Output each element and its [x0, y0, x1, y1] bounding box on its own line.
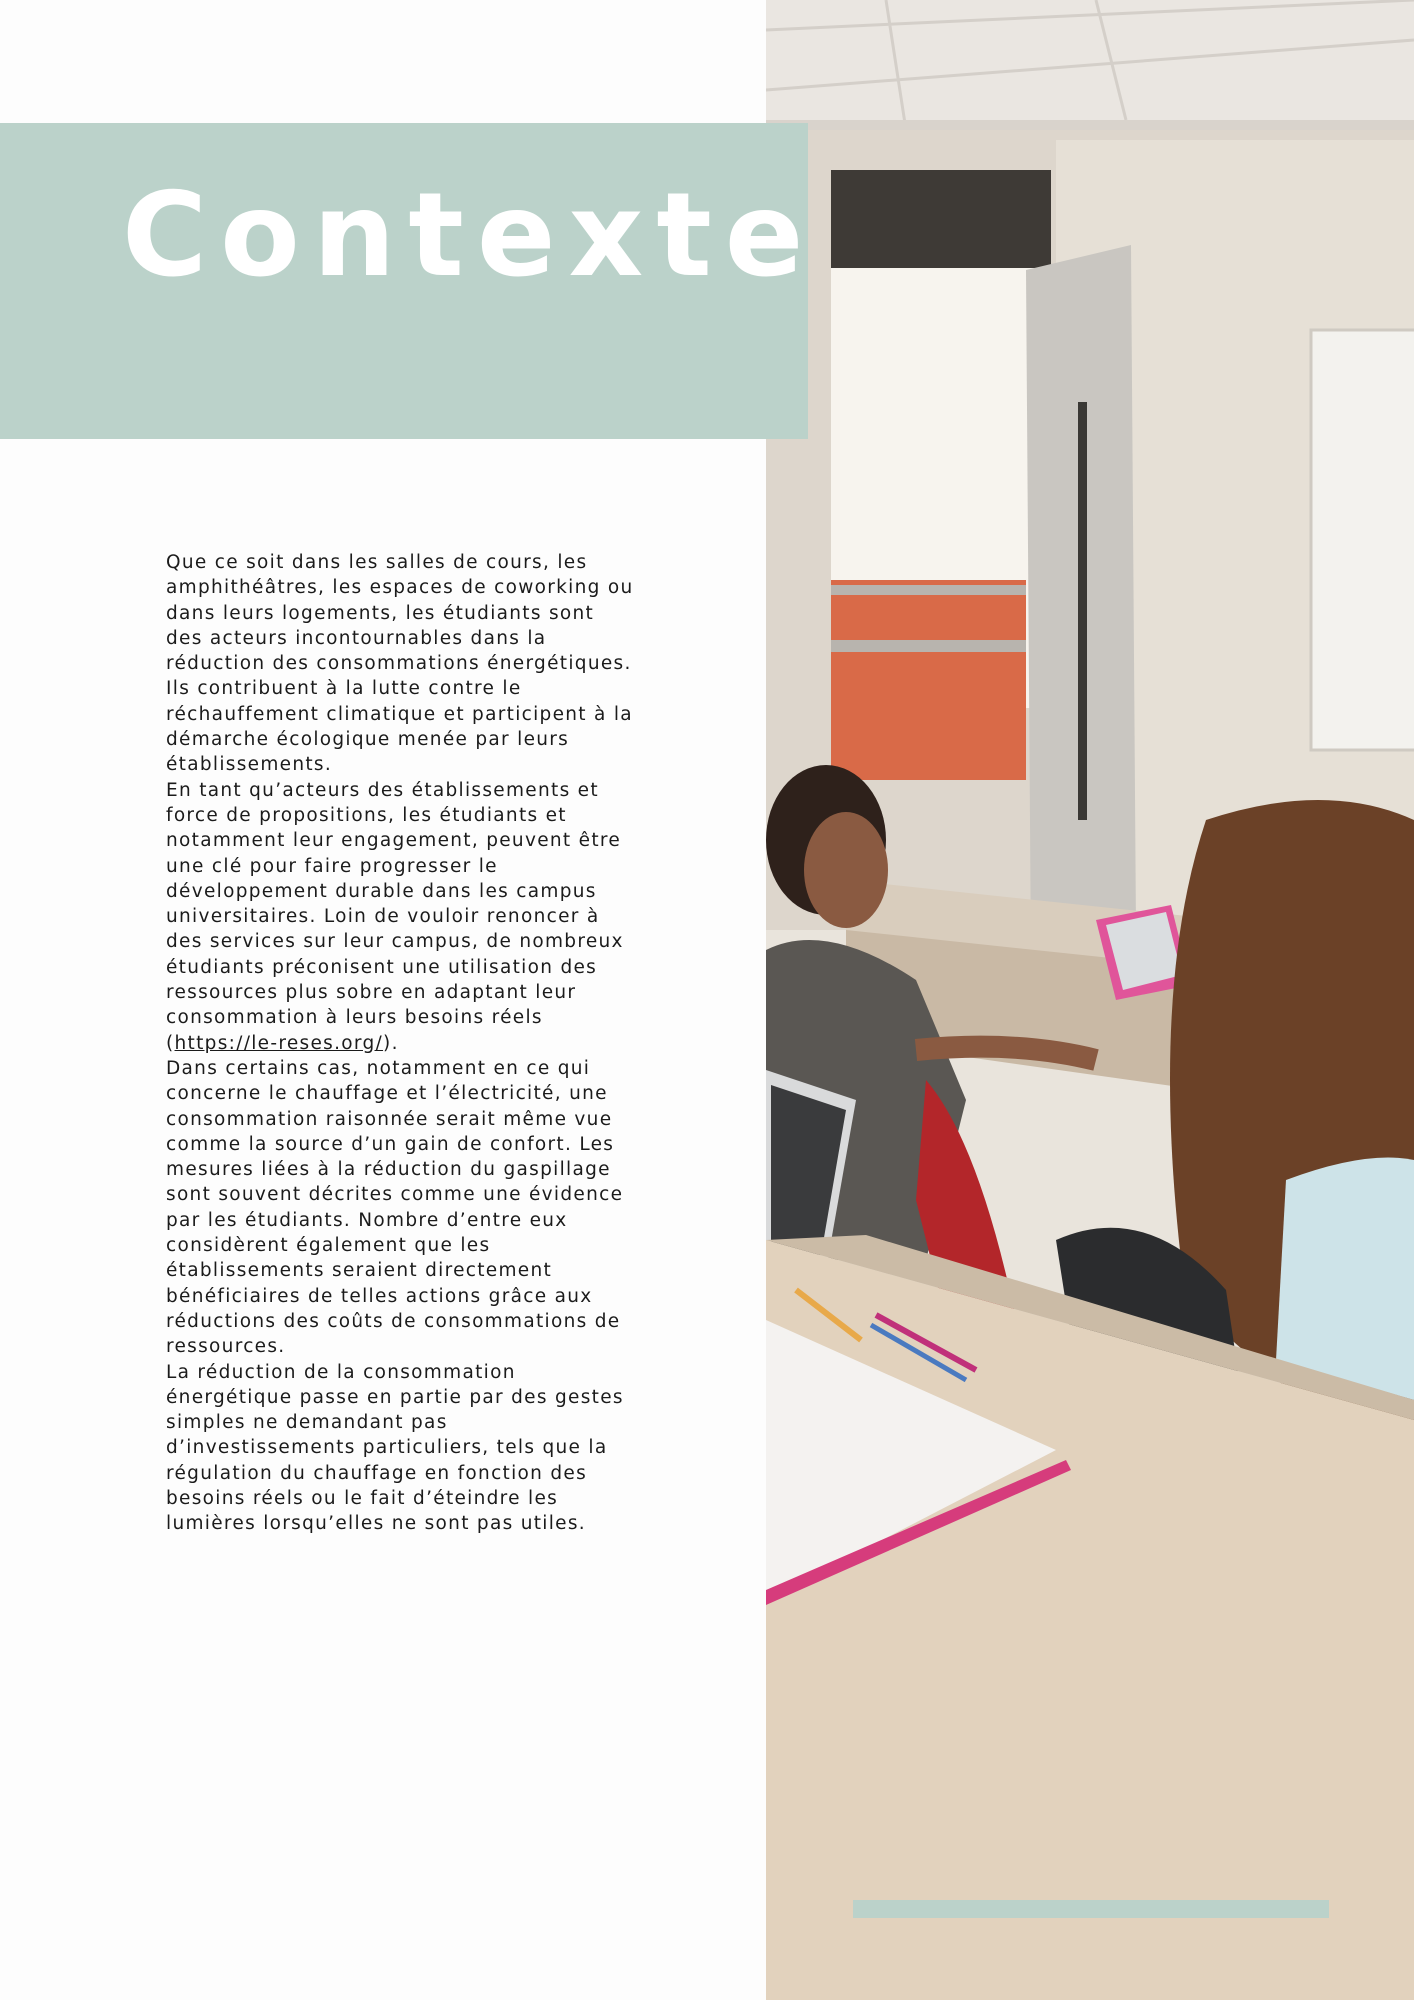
accent-bar: [853, 1900, 1329, 1918]
paragraph-4: La réduction de la consommation énergétique passe en partie par des gestes simples ne demandant pas d’investissements particuliers, tels que la régulation du chauffage en fonction des besoins réels ou le fait d’éteindre les lumières lorsqu’elles ne sont pas utiles.: [166, 1361, 624, 1535]
paragraph-3: Dans certains cas, notamment en ce qui concerne le chauffage et l’électricité, une consommation raisonnée serait même vue comme la source d’un gain de confort. Les mesures liées à la réduction du gaspillage sont souvent décrites comme une évidence par les étudiants. Nombre d’entre eux considèrent également que les établissements seraient directement bénéficiaires de telles actions grâce aux réductions des coûts de consommations de ressources.: [166, 1057, 624, 1358]
paragraph-2-end: ).: [383, 1032, 399, 1054]
paragraph-2-text: En tant qu’acteurs des établissements et force de propositions, les étudiants et notamment leur engagement, peuvent être une clé pour faire progresser le développement durable dans les campus universitaires. Loin de vouloir renoncer à des services sur leur campus, de nombreux étudiants préconisent une utilisation des ressources plus sobre en adaptant leur consommation à leurs besoins réels (: [166, 779, 624, 1054]
reses-link[interactable]: https://le-reses.org/: [174, 1032, 384, 1054]
page-title: Contexte: [122, 168, 817, 303]
classroom-photo: [766, 0, 1414, 2000]
body-text: [166, 550, 636, 1537]
paragraph-2: [166, 778, 636, 1056]
paragraph-1: Que ce soit dans les salles de cours, les amphithéâtres, les espaces de coworking ou dans leurs logements, les étudiants sont des acteurs incontournables dans la réduction des consommations énergétiques. Ils contribuent à la lutte contre le réchauffement climatique et participent à la démarche écologique menée par leurs établissements.: [166, 552, 634, 776]
